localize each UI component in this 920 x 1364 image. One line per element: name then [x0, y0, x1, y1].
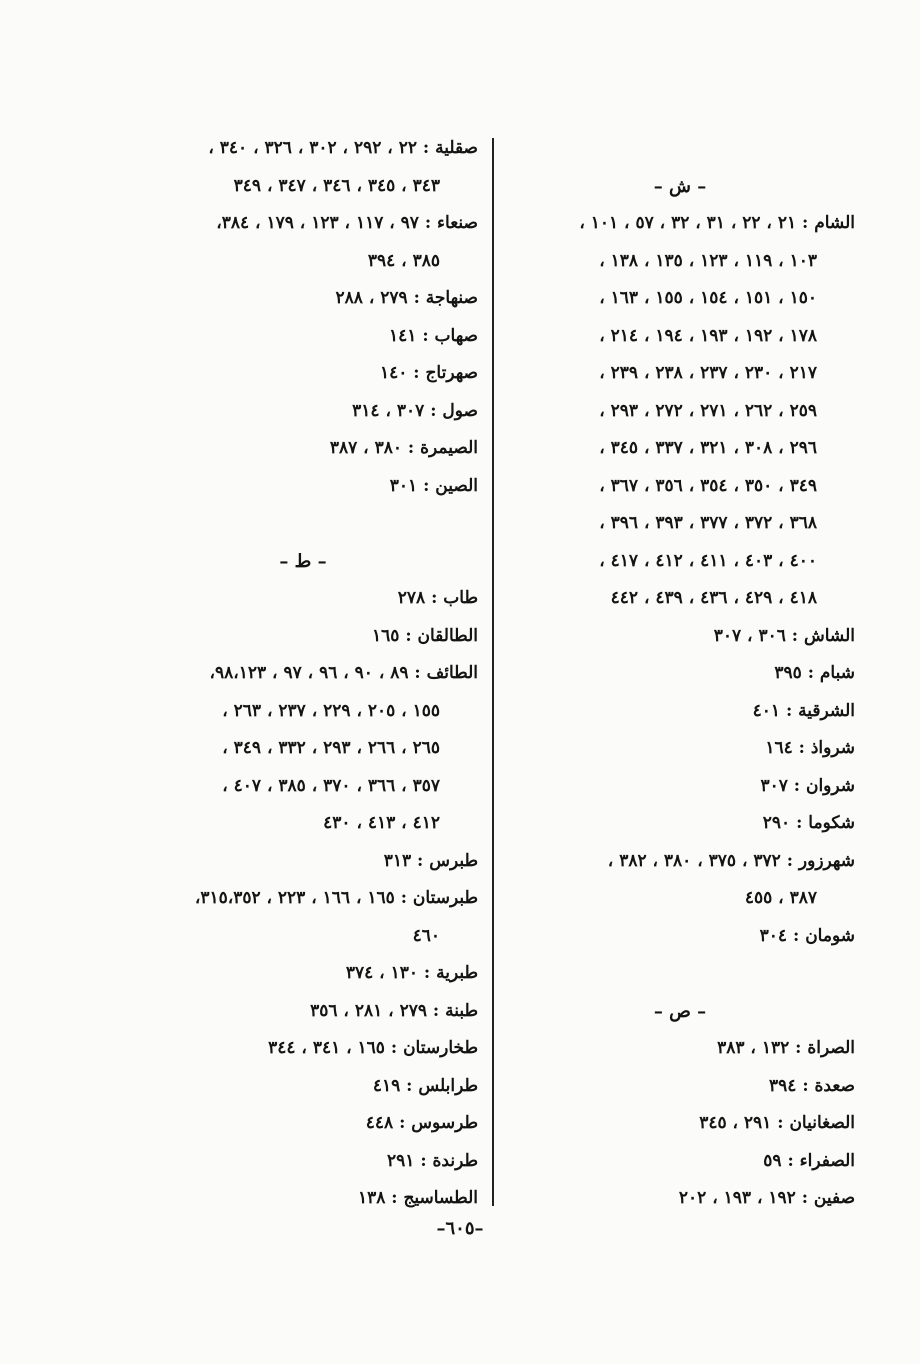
index-entry-continuation: ٤٦٠ [412, 925, 440, 946]
index-entry: صهرتاج : ١٤٠ [379, 363, 478, 383]
index-entry: الصغانيان : ٢٩١ ، ٣٤٥ [699, 1113, 855, 1133]
index-entry-continuation: ٣٤٣ ، ٣٤٥ ، ٣٤٦ ، ٣٤٧ ، ٣٤٩ [233, 175, 440, 196]
index-entry-continuation: ٣٨٧ ، ٤٥٥ [744, 888, 817, 908]
index-entry-continuation: ٤١٨ ، ٤٢٩ ، ٤٣٦ ، ٤٣٩ ، ٤٤٢ [610, 588, 817, 608]
index-entry-continuation: ١٥٥ ، ٢٠٥ ، ٢٢٩ ، ٢٣٧ ، ٢٦٣ ، [222, 700, 440, 721]
index-entry: الطالقان : ١٦٥ [372, 625, 478, 646]
index-entry: الطساسيج : ١٣٨ [357, 1188, 478, 1208]
index-entry-continuation: ٢٥٩ ، ٢٦٢ ، ٢٧١ ، ٢٧٢ ، ٢٩٣ ، [599, 400, 817, 421]
index-entry: الصراة : ١٣٢ ، ٣٨٣ [717, 1038, 855, 1058]
index-entry: طبرستان : ١٦٥ ، ١٦٦ ، ٢٢٣ ، ٣١٥،٣٥٢، [194, 888, 478, 908]
index-entry: طبرية : ١٣٠ ، ٣٧٤ [345, 963, 478, 983]
column-divider [492, 138, 494, 1206]
index-entry: الشرقية : ٤٠١ [752, 700, 855, 721]
index-entry-continuation: ٣٥٧ ، ٣٦٦ ، ٣٧٠ ، ٣٨٥ ، ٤٠٧ ، [222, 775, 440, 796]
index-entry: شبام : ٣٩٥ [774, 663, 855, 683]
index-column-right [505, 130, 855, 1218]
index-entry-continuation: ٣٤٩ ، ٣٥٠ ، ٣٥٤ ، ٣٥٦ ، ٣٦٧ ، [599, 475, 817, 496]
index-entry: شرواذ : ١٦٤ [765, 738, 855, 758]
page-number: –٦٠٥– [436, 1218, 484, 1239]
index-entry-continuation: ١٠٣ ، ١١٩ ، ١٢٣ ، ١٣٥ ، ١٣٨ ، [599, 250, 817, 271]
index-entry: الشام : ٢١ ، ٢٢ ، ٣١ ، ٣٢ ، ٥٧ ، ١٠١ ، [579, 213, 855, 233]
index-entry: شروان : ٣٠٧ [760, 775, 855, 796]
index-entry: صقلية : ٢٢ ، ٢٩٢ ، ٣٠٢ ، ٣٢٦ ، ٣٤٠ ، [208, 138, 478, 158]
index-entry: طرابلس : ٤١٩ [372, 1075, 478, 1096]
index-entry: الطائف : ٨٩ ، ٩٠ ، ٩٦ ، ٩٧ ، ٩٨،١٢٣، [209, 663, 478, 683]
index-entry: طاب : ٢٧٨ [397, 588, 478, 608]
index-entry: طرسوس : ٤٤٨ [365, 1113, 478, 1133]
index-entry-continuation: ٢٩٦ ، ٣٠٨ ، ٣٢١ ، ٣٣٧ ، ٣٤٥ ، [599, 438, 817, 458]
index-entry: الشاش : ٣٠٦ ، ٣٠٧ [713, 625, 855, 646]
index-entry: طرندة : ٢٩١ [387, 1150, 478, 1171]
section-spacer [128, 505, 478, 543]
index-entry: صول : ٣٠٧ ، ٣١٤ [352, 400, 478, 421]
index-entry: صعدة : ٣٩٤ [769, 1075, 855, 1096]
index-entry-continuation: ٤٠٠ ، ٤٠٣ ، ٤١١ ، ٤١٢ ، ٤١٧ ، [599, 550, 817, 571]
index-entry: الصين : ٣٠١ [389, 475, 478, 496]
index-entry-continuation: ٣٨٥ ، ٣٩٤ [367, 250, 440, 271]
index-entry-continuation: ١٧٨ ، ١٩٢ ، ١٩٣ ، ١٩٤ ، ٢١٤ ، [599, 325, 817, 346]
section-letter-heading: – ش – [653, 175, 707, 197]
index-entry: شكوما : ٢٩٠ [762, 813, 855, 833]
index-entry-continuation: ١٥٠ ، ١٥١ ، ١٥٤ ، ١٥٥ ، ١٦٣ ، [599, 288, 817, 308]
index-entry: صفين : ١٩٢ ، ١٩٣ ، ٢٠٢ [678, 1188, 855, 1208]
index-entry: الصيمرة : ٣٨٠ ، ٣٨٧ [329, 438, 478, 458]
index-column-left [128, 130, 478, 1218]
index-entry: شهرزور : ٣٧٢ ، ٣٧٥ ، ٣٨٠ ، ٣٨٢ ، [607, 850, 855, 871]
index-entry-continuation: ٢٦٥ ، ٢٦٦ ، ٢٩٣ ، ٣٣٢ ، ٣٤٩ ، [222, 738, 440, 758]
section-spacer [505, 130, 855, 168]
index-entry-continuation: ٣٦٨ ، ٣٧٢ ، ٣٧٧ ، ٣٩٣ ، ٣٩٦ ، [599, 513, 817, 533]
index-entry: صنهاجة : ٢٧٩ ، ٢٨٨ [335, 288, 478, 308]
index-entry: طبنة : ٢٧٩ ، ٢٨١ ، ٣٥٦ [310, 1000, 478, 1021]
index-entry: صنعاء : ٩٧ ، ١١٧ ، ١٢٣ ، ١٧٩ ، ٣٨٤، [216, 213, 478, 233]
index-entry: شومان : ٣٠٤ [759, 925, 855, 946]
index-entry: صهاب : ١٤١ [389, 325, 478, 346]
index-entry: الصفراء : ٥٩ [763, 1150, 855, 1171]
index-entry: طخارستان : ١٦٥ ، ٣٤١ ، ٣٤٤ [268, 1038, 478, 1058]
index-entry-continuation: ٤١٢ ، ٤١٣ ، ٤٣٠ [323, 813, 440, 833]
index-entry-continuation: ٢١٧ ، ٢٣٠ ، ٢٣٧ ، ٢٣٨ ، ٢٣٩ ، [599, 363, 817, 383]
index-entry: طبرس : ٣١٣ [383, 850, 478, 871]
section-spacer [505, 955, 855, 993]
section-letter-heading: – ط – [279, 550, 327, 572]
section-letter-heading: – ص – [653, 1000, 707, 1022]
